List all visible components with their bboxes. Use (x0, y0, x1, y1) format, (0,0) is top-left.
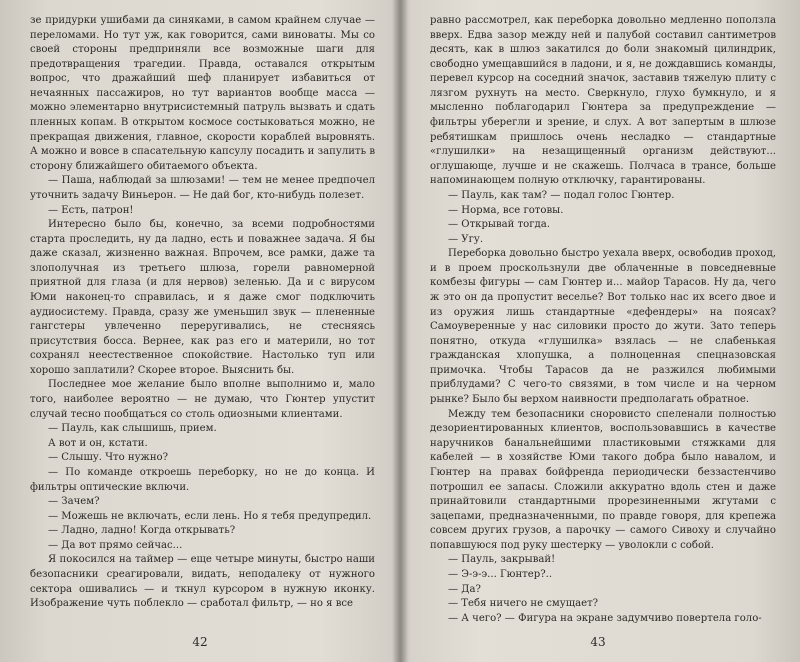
paragraph: равно рассмотрел, как переборка довольно медленно поползла вверх. Едва зазор между ней и палубой составил сантиметров десять, как в шлюз закатился до боли знакомый цилиндрик, свободно умещавшийся в ладони, и я, не дождавшись команды, перевел курсор на соседний значок, заставив тяжелую плиту с лязгом рухнуть на место. Сверкнуло, глухо бумкнуло, и я мысленно поблагодарил Гюнтера за предупреждение — фильтры уберегли и зрение, и слух. А вот запертым в шлюзе ребятишкам пришлось очень несладко — стандартные «глушилки» на незащищенный организм действуют... оглушающе, лучше и не скажешь. Полчаса в трансе, больше напоминающем полную отключку, гарантированы. (430, 15, 776, 187)
paragraph: — Угу. (448, 233, 484, 245)
paragraph: — Открывай тогда. (448, 219, 550, 231)
paragraph: — Зачем? (48, 496, 100, 508)
right-page-text (430, 14, 776, 626)
paragraph: — Норма, все готовы. (448, 204, 564, 216)
paragraph: — По команде откроешь переборку, но не до конца. И фильтры оптические включи. (30, 466, 375, 493)
paragraph: — Тебя ничего не смущает? (448, 598, 599, 610)
paragraph: — Можешь не включать, если лень. Но я тебя предупредил. (48, 510, 372, 522)
paragraph: Последнее мое желание было вполне выполнимо и, мало того, наиболее вероятно — не думаю, что Гюнтер упустит случай тесно пообщаться со столь одиозными клиентами. (30, 379, 375, 420)
paragraph: — Слышу. Что нужно? (48, 452, 169, 464)
left-page-text (30, 14, 375, 612)
paragraph: — Ладно, ладно! Когда открывать? (48, 525, 236, 537)
paragraph: — Паша, наблюдай за шлюзами! — тем не менее предпочел уточнить задачу Виньерон. — Не дай бог, кто-нибудь полезет. (30, 175, 375, 201)
paragraph: Интересно было бы, конечно, за всеми подробностями старта проследить, ну да ладно, есть и поважнее задача. Я бы даже сказал, жизненно важная. Впрочем, все рамки, даже та злополучная из третьего шлюза, горели равномерной приятной для глаза (и для нервов) зеленью. Да и с вирусом Юми наконец-то справилась, и я даже смог подключить аудиосистему. Правда, сразу же уменьшил звук — плененные гангстеры увлеченно переругивались, не стесняясь присутствия босса. Вернее, как раз его и материли, но тот сохранял неестественное спокойствие. Настолько туп или хорошо заплатили? Скорее второе. Выяснить бы. (30, 219, 375, 376)
paragraph: — А чего? — Фигура на экране задумчиво повертела голо- (448, 612, 762, 624)
right-page (402, 0, 800, 662)
paragraph: — Пауль, как слышишь, прием. (48, 423, 217, 435)
paragraph: Между тем безопасники сноровисто спеленали полностью дезориентированных клиентов, воспользовавшись в качестве наручников банальнейшими пластиковыми стяжками для кабелей — в хозяйстве Юми такого добра было навалом, и Гюнтер на правах бойфренда периодически беззастенчиво потрошил ее запасы. Сложили аккуратно вдоль стен и даже принайтовили стандартными прорезиненными жгутами с зацепами, предназначенными, по правде говоря, для крепежа совсем других грузов, а парочку — самого Сивоху и случайно попавшуюся под руку шестерку — уволокли с собой. (430, 408, 776, 551)
paragraph: — Да? (448, 583, 481, 595)
paragraph: зе придурки ушибами да синяками, в самом крайнем случае — переломами. Но тут уж, как говорится, сами виноваты. Мы со своей стороны предприняли все возможные шаги для предотвращения трагедии. Правда, оставался открытым вопрос, что дражайший шеф планирует избавиться от нечаянных пассажиров, но тут вариантов вообще масса — можно элементарно внутрисистемный патруль вызвать и сдать пленных копам. В открытом космосе состыковаться можно, не прекращая движения, главное, скорости кораблей выровнять. А можно и вовсе в спасательную капсулу посадить и запулить в сторону ближайшего обитаемого объекта. (30, 15, 375, 172)
paragraph: — Пауль, закрывай! (448, 554, 556, 566)
paragraph: — Пауль, как там? — подал голос Гюнтер. (448, 189, 675, 201)
paragraph: А вот и он, кстати. (48, 437, 148, 449)
paragraph: — Э-э-э... Гюнтер?.. (448, 568, 553, 580)
left-page-number: 42 (192, 635, 208, 649)
paragraph: — Есть, патрон! (48, 204, 134, 216)
paragraph: Переборка довольно быстро уехала вверх, освободив проход, и в проем проскользнули две облаченные в повседневные комбезы фигуры — сам Гюнтер и... майор Тарасов. Ну да, чего ж это он да пропустит веселье? Вот только нас их всего двое и из оружия лишь стандартные «дефендеры» на поясах? Самоуверенные у нас силовики просто до жути. Зато теперь понятно, откуда «глушилка» взялась — не слабенькая гражданская хлопушка, а полноценная спецназовская примочка. Чтобы Тарасов да не разжился любимыми приблудами? С чего-то связями, в том числе и на черном рынке? Было бы верхом наивности предполагать обратное. (430, 248, 776, 406)
paragraph: — Да вот прямо сейчас... (48, 539, 183, 551)
paragraph: Я покосился на таймер — еще четыре минуты, быстро наши безопасники среагировали, видать, неподалеку от нужного сектора ошивались — и ткнул курсором в нужную иконку. Изображение чуть поблекло — сработал фильтр, — но я все (30, 554, 375, 610)
right-page-number: 43 (590, 635, 606, 649)
